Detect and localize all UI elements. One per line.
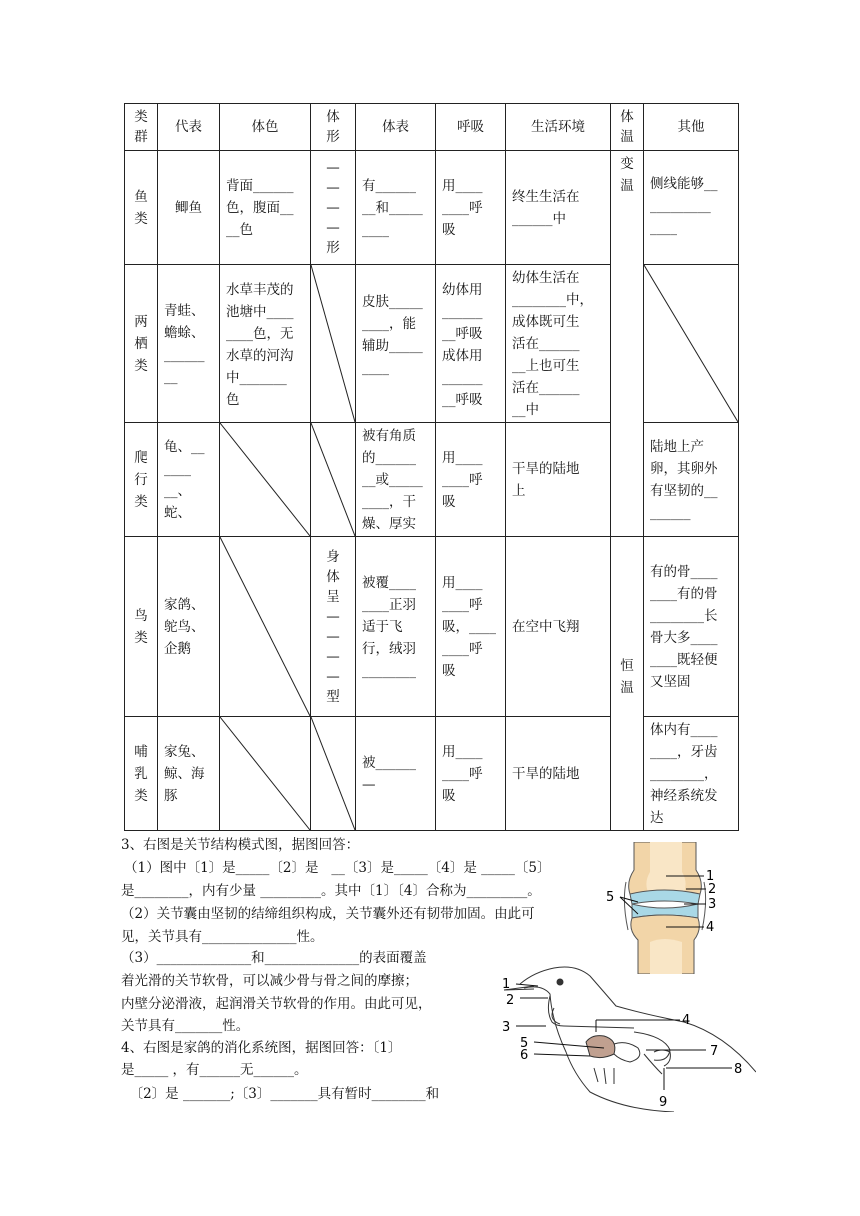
q3-line: 着光滑的关节软骨，可以减少骨与骨之间的摩擦； <box>121 973 418 989</box>
breath-cell: 用____ ____呼 吸 <box>436 717 506 831</box>
rep-cell: 家鸽、 鸵鸟、 企鹅 <box>158 537 220 717</box>
temp-warm-cell: 恒 温 <box>611 537 644 831</box>
empty-diagonal-cell <box>311 423 356 537</box>
rep-cell: 青蛙、 蟾蜍、 ______ __ <box>158 265 220 423</box>
bird-label: 1 <box>502 977 511 992</box>
table-row <box>125 265 739 423</box>
table-row <box>125 423 739 537</box>
breath-cell: 用____ ____呼 吸，____ ____呼 吸 <box>436 537 506 717</box>
q3-line: 是________，内有少量 _________。其中〔1〕〔4〕合称为_________。 <box>121 883 541 899</box>
header-cell: 代表 <box>158 104 220 151</box>
q3-line: （2）关节囊由坚韧的结缔组织构成，关节囊外还有韧带加固。由此可 <box>121 906 535 922</box>
table-row <box>125 537 739 717</box>
q4-line: 4、右图是家鸽的消化系统图，据图回答：〔1〕 <box>121 1040 402 1056</box>
q3-line: （3）______________和______________的表面覆盖 <box>121 950 427 966</box>
pigeon-digestive-diagram <box>494 962 756 1112</box>
header-cell: 其他 <box>644 104 739 151</box>
rep-cell: 龟、__ ____ __、蛇、 <box>158 423 220 537</box>
rep-cell: 家兔、 鲸、海 豚 <box>158 717 220 831</box>
table-row <box>125 717 739 831</box>
joint-label: 5 <box>606 890 615 905</box>
shape-cell: 身 体 呈 — — — — 型 <box>311 537 356 717</box>
env-cell: 在空中飞翔 <box>506 537 611 717</box>
empty-diagonal-cell <box>220 717 311 831</box>
q3-line: 见，关节具有______________性。 <box>121 929 324 945</box>
temp-cold-cell: 变 温 <box>611 151 644 537</box>
empty-diagonal-cell <box>220 537 311 717</box>
q3-line: （1）图中〔1〕是_____〔2〕是 __〔3〕是_____〔4〕是 _____〔5〕 <box>124 860 551 876</box>
surface-cell: 被覆____ ____正羽 适于飞 行，绒羽 ________ <box>356 537 436 717</box>
empty-diagonal-cell <box>644 265 739 423</box>
bird-label: 6 <box>520 1048 529 1063</box>
group-cell: 两 栖 类 <box>125 265 158 423</box>
table-row <box>125 151 739 265</box>
q4-line: 〔2〕是 _______;〔3〕_______具有暂时________和 <box>121 1086 440 1102</box>
empty-diagonal-cell <box>311 265 356 423</box>
other-cell: 有的骨____ ____有的骨 ________长 骨大多____ ____既轻便 又坚固 <box>644 537 739 717</box>
header-cell: 体表 <box>356 104 436 151</box>
group-cell: 哺 乳 类 <box>125 717 158 831</box>
header-cell: 类 群 <box>125 104 158 151</box>
breath-cell: 幼体用 ______ __呼吸 成体用 ______ __呼吸 <box>436 265 506 423</box>
env-cell: 干旱的陆地 上 <box>506 423 611 537</box>
joint-label: 1 <box>706 869 715 884</box>
group-cell: 爬 行 类 <box>125 423 158 537</box>
bird-label: 4 <box>682 1013 691 1028</box>
surface-cell: 被______ — <box>356 717 436 831</box>
animal-classification-table <box>124 103 739 831</box>
bird-label: 5 <box>520 1036 529 1051</box>
group-cell: 鸟 类 <box>125 537 158 717</box>
surface-cell: 有______ __和_____ ____ <box>356 151 436 265</box>
header-cell: 呼吸 <box>436 104 506 151</box>
surface-cell: 被有角质 的______ __或_____ ____，干 燥、厚实 <box>356 423 436 537</box>
header-cell: 体 温 <box>611 104 644 151</box>
joint-label: 4 <box>706 920 715 935</box>
shape-cell: — — — — 形 <box>311 151 356 265</box>
surface-cell: 皮肤_____ ____，能 辅助_____ ____ <box>356 265 436 423</box>
header-cell: 生活环境 <box>506 104 611 151</box>
joint-label: 3 <box>708 897 717 912</box>
env-cell: 干旱的陆地 <box>506 717 611 831</box>
joint-diagram <box>604 842 728 974</box>
bird-label: 9 <box>659 1095 668 1110</box>
bird-label: 3 <box>502 1020 511 1035</box>
q4-line: 是_____ ，有______无______。 <box>121 1062 308 1078</box>
env-cell: 终生生活在 ______中 <box>506 151 611 265</box>
empty-diagonal-cell <box>220 423 311 537</box>
bird-label: 8 <box>734 1062 743 1077</box>
q3-line: 内壁分泌滑液，起润滑关节软骨的作用。由此可见， <box>121 996 432 1012</box>
header-cell: 体色 <box>220 104 311 151</box>
rep-cell: 鲫鱼 <box>158 151 220 265</box>
color-cell: 水草丰茂的 池塘中____ ____色，无 水草的河沟 中_______ 色 <box>220 265 311 423</box>
group-cell: 鱼 类 <box>125 151 158 265</box>
env-cell: 幼体生活在 ________中， 成体既可生 活在______ __上也可生 活在______ __中 <box>506 265 611 423</box>
breath-cell: 用____ ____呼 吸 <box>436 423 506 537</box>
q3-title: 3、右图是关节结构模式图，据图回答： <box>121 837 360 853</box>
bird-label: 7 <box>710 1044 719 1059</box>
joint-label: 2 <box>708 882 717 897</box>
other-cell: 陆地上产 卵，其卵外 有坚韧的__ ______ <box>644 423 739 537</box>
other-cell: 体内有____ ____，牙齿 ________， 神经系统发 达 <box>644 717 739 831</box>
empty-diagonal-cell <box>311 717 356 831</box>
other-cell: 侧线能够__ _________ ____ <box>644 151 739 265</box>
bird-label: 2 <box>506 993 515 1008</box>
breath-cell: 用____ ____呼 吸 <box>436 151 506 265</box>
header-cell: 体 形 <box>311 104 356 151</box>
table-header-row <box>125 104 739 151</box>
q3-line: 关节具有_______性。 <box>121 1018 250 1034</box>
color-cell: 背面______ 色，腹面__ __色 <box>220 151 311 265</box>
